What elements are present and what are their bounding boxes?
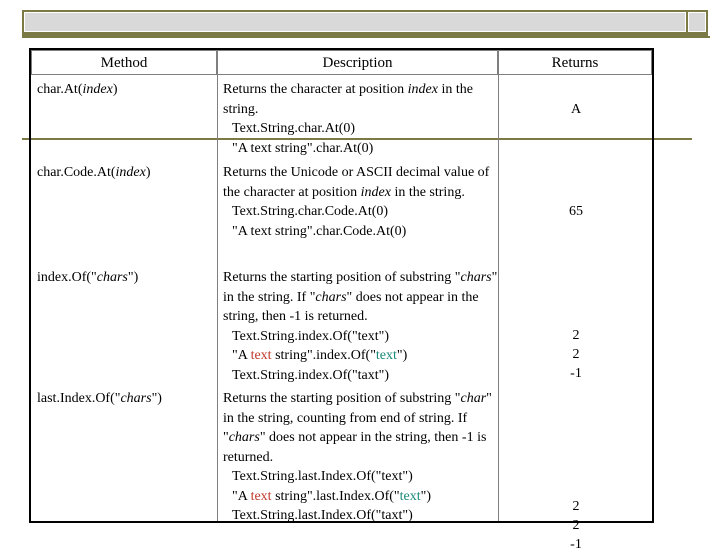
description-text: Returns the starting position of substring " — [223, 391, 461, 406]
code-example: Text.String.char.At(0) — [232, 121, 356, 136]
method-arg: index — [82, 82, 113, 97]
description-text: in the string. — [390, 184, 465, 200]
description-text: " in the string. If " — [223, 270, 498, 305]
description-arg: chars — [315, 289, 347, 305]
method-close: ") — [127, 270, 139, 285]
table-row — [31, 161, 652, 265]
description-arg: index — [360, 184, 391, 200]
return-value: 2 — [572, 328, 580, 343]
title-box — [24, 12, 686, 32]
code-example: Text.String.last.Index.Of("text") — [232, 469, 413, 484]
code-example: "A text string".char.At(0) — [232, 140, 374, 156]
method-cell — [37, 163, 217, 183]
code-highlight-teal: text — [399, 488, 421, 504]
method-name: index.Of(" — [37, 270, 97, 285]
method-cell — [37, 389, 217, 409]
description-text: " in the string, counting from end of string. If " — [223, 391, 492, 445]
code-example: "A text string".char.Code.At(0) — [232, 223, 407, 239]
method-close: ) — [112, 82, 118, 97]
returns-cell — [500, 202, 652, 221]
description-text: Returns the starting position of substring " — [223, 270, 461, 285]
header-rule — [22, 36, 710, 38]
return-value: A — [570, 102, 582, 117]
table-row — [31, 266, 652, 386]
method-close: ") — [151, 391, 162, 406]
code-highlight-red: text — [250, 348, 272, 363]
method-cell — [37, 268, 217, 288]
methods-table — [29, 48, 654, 552]
returns-cell — [500, 497, 652, 554]
table-row — [31, 78, 652, 160]
description-text: in the string. — [223, 82, 473, 117]
table-row — [31, 387, 652, 552]
return-value: 2 — [572, 518, 580, 533]
return-value: 2 — [572, 347, 580, 362]
description-cell — [223, 163, 498, 241]
header-method: Method — [31, 50, 217, 75]
code-highlight-teal: text — [375, 348, 397, 363]
method-name: char.At( — [37, 82, 83, 97]
method-name: char.Code.At( — [37, 165, 116, 180]
code-highlight-red: text — [250, 488, 272, 504]
header-returns: Returns — [498, 50, 652, 75]
method-close: ) — [145, 165, 151, 180]
code-example: Text.String.last.Index.Of("taxt") — [232, 508, 413, 523]
description-text: " does not appear in the string, then -1 is returned. — [223, 430, 487, 465]
description-arg: chars — [460, 270, 492, 285]
code-part: string".last.Index.Of(" — [271, 488, 400, 504]
method-arg: chars — [120, 391, 152, 406]
method-arg: chars — [96, 270, 128, 285]
returns-cell — [500, 326, 652, 383]
description-arg: char — [460, 391, 487, 406]
return-value: 65 — [569, 204, 583, 219]
code-part: ") — [420, 488, 432, 504]
description-text: " does not appear in the string, then -1 is returned. — [223, 289, 479, 324]
code-example — [223, 346, 498, 366]
description-text: Returns the Unicode or ASCII decimal value of the character at position — [223, 165, 490, 200]
description-cell — [223, 80, 498, 158]
method-cell — [37, 80, 217, 100]
return-value: 2 — [572, 499, 580, 514]
description-arg: index — [407, 82, 438, 97]
code-part: "A — [232, 348, 251, 363]
code-part: string".index.Of(" — [271, 348, 376, 363]
title-box-small — [688, 12, 706, 32]
code-example: Text.String.index.Of("text") — [232, 328, 390, 344]
return-value: -1 — [570, 537, 582, 552]
description-text: Returns the character at position — [223, 82, 408, 97]
method-name: last.Index.Of(" — [37, 391, 121, 406]
code-example: Text.String.index.Of("taxt") — [232, 367, 390, 383]
returns-cell — [500, 100, 652, 119]
header-description: Description — [217, 50, 498, 75]
method-arg: index — [115, 165, 146, 180]
code-example: Text.String.char.Code.At(0) — [232, 204, 389, 219]
description-cell — [223, 268, 498, 385]
code-part: ") — [396, 348, 408, 363]
code-part: "A — [232, 488, 251, 504]
description-cell — [223, 389, 498, 526]
code-example — [223, 487, 498, 507]
return-value: -1 — [570, 366, 582, 381]
description-arg: chars — [228, 430, 260, 445]
